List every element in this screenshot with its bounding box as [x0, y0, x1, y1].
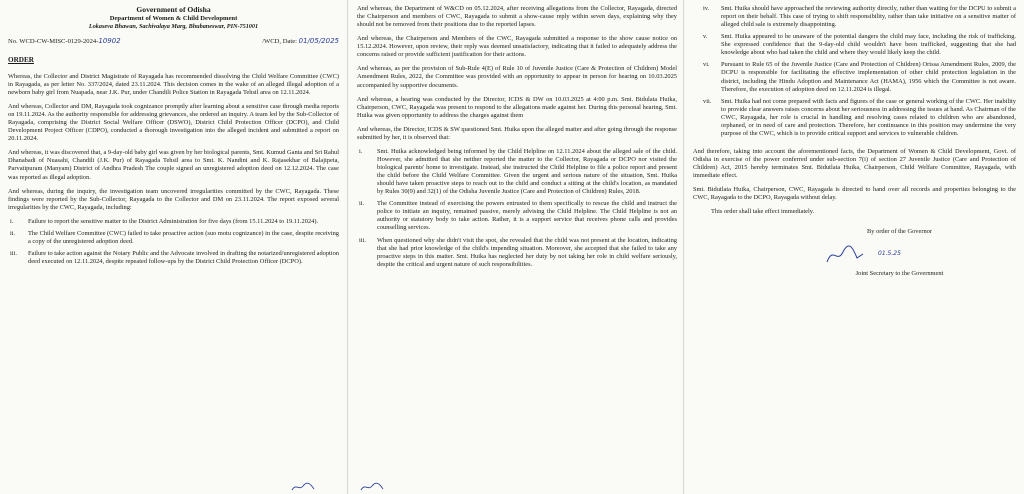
- list-item: v. Smt. Huika appeared to be unaware of the potential dangers the child may face, including the risk of trafficking. She expressed confidence that the 9-day-old child wouldn't have been trafficked, suggesting that she had knowledge about who had taken the child and where they would likely keep the child.: [703, 33, 1016, 57]
- paragraph: And whereas, Collector and DM, Rayagada took cognizance promptly after learning about a sensitive case through media reports on 19.11.2024. As the authority responsible for addressing grievances, she ordered an inquiry. A team led by the Sub-Collector of Rayagada, comprising the District Social Welfare Officer (DSWO), District Child Protection Officer (DCPO), and Child Development Project Officer (CDPO), conducted a thorough investigation into the alleged incident and submitted a report on 20.11.2024.: [8, 103, 339, 143]
- list-item: vii. Smt. Huika had not come prepared with facts and figures of the case or general working of the CWC. Her inability to provide clear answers raises concerns about her seriousness in addressing the issues at hand. As Chairman of the CWC, Rayagada, her role is crucial in handling and resolving cases related to children who are abandoned, orphaned, or in need of care and protection. Therefore, her continuance in this position may undermine the very purpose of the CWC, which is to provide critical support and services to vulnerable children.: [703, 97, 1016, 137]
- signature-date: 01.5.25: [878, 250, 901, 258]
- paragraph: And whereas, a hearing was conducted by the Director, ICDS & DW on 10.03.2025 at 4:00 p.m. Smt. Bidulata Huika, Chairperson, CWC, Rayagada was present to respond to the allegations made against her. During this personal hearing, Smt. Huika was given opportunity to address the charges against them: [357, 95, 677, 119]
- paragraph: And whereas, during the inquiry, the investigation team uncovered irregularities committed by the CWC, Rayagada. These findings were reported by the Sub-Collector, Rayagada to the Collector and DM on 23.11.2024. The report exposed several irregularities by the CWC, Rayagada, including:: [8, 187, 339, 211]
- page-2: [349, 0, 684, 494]
- list-item: ii. The Committee instead of exercising the powers entrusted to them specifically to rescue the child and instruct the police to initiate an inquiry, remained passive, merely advising the Child Helpline. The Child Helpline is not an authority or statutory body to take action. Rather, it is a support service that receives phone calls and provides counselling services.: [359, 200, 677, 232]
- paragraph: And therefore, taking into account the aforementioned facts, the Department of Women & Child Development, Govt. of Odisha in exercise of the power conferred under sub-section 7(i) of section 27 Juvenile Justice (Care and Protection of Children) Act, 2015 hereby terminates Smt. Bidutlata Huika, Chairperson, Child Welfare Committee, Rayagada, with immediate effect.: [693, 147, 1016, 180]
- government-name: Government of Odisha: [136, 5, 211, 14]
- list-item: i. Failure to report the sensitive matter to the District Administration for five days (from 15.11.2024 to 19.11.2024).: [10, 217, 319, 225]
- list-item: vi. Pursuant to Rule 65 of the Juvenile Justice (Care and Protection of Children) Orissa Amendment Rules, 2009, the DCPU is responsible for facilitating the effective implementation of other child protection legislation in the district, including the Hindu Adoption and Maintenance Act (HAMA), 1956 which the Committee is not aware. Therefore, the execution of adoption deed on 12.11.2024 is illegal.: [703, 61, 1016, 93]
- list-item: ii. The Child Welfare Committee (CWC) failed to take proactive action (suo motu cognizance) in the case, despite receiving a copy of the unregistered adoption deed.: [10, 229, 339, 245]
- reference-line: [8, 37, 339, 46]
- letterhead: [8, 5, 339, 31]
- initial-scribble: [290, 482, 316, 492]
- paragraph: And whereas, the Chairperson and Members of the CWC, Rayagada submitted a response to the show cause notice on 15.12.2024. However, upon review, their reply was deemed unsatisfactory, indicating that it failed to adequately address the concerns raised or provide sufficient justification for their actions.: [357, 35, 677, 59]
- signature-scribble: [823, 244, 883, 268]
- handwritten-date: 01/05/2025: [298, 37, 339, 46]
- letter-date: /WCD, Date: 01/05/2025: [262, 37, 339, 46]
- department-address: Lokaseva Bhawan, Sachivalaya Marg, Bhubaneswar, PIN-751001: [88, 23, 259, 31]
- paragraph: And whereas, the Department of W&CD on 05.12.2024, after receiving allegations from the Collector, Rayagada, directed the Chairperson and members of CWC, Rayagada to submit a show-cause reply within seven days, explaining why they should not be removed from their positions due to the reported lapses.: [357, 5, 677, 29]
- order-title: ORDER: [8, 55, 34, 64]
- irregularities-list: [8, 218, 339, 266]
- paragraph: Smt. Bidutlata Huika, Chairperson, CWC, Rayagada is directed to hand over all records and properties belonging to the CWC, Rayagada to the DCPO, Rayagada without delay.: [693, 186, 1016, 202]
- initial-scribble: [359, 482, 385, 492]
- list-item: iv. Smt. Huika should have approached the reviewing authority directly, rather than waiting for the DCPU to submit a report on their behalf. This case of trying to shift responsibility, rather than take initiative on a sensitive matter of alleged child sale is extremely disappointing.: [703, 5, 1016, 29]
- list-item: iii. Failure to take action against the Notary Public and the Advocate involved in drafting the notarized/unregistered adoption deed executed on 12.11.2024, despite repeated follow-ups by the District Child Protection Officer (DCPO).: [10, 249, 339, 266]
- letter-number: No. WCD-CW-MISC-0129-2024-10902: [8, 37, 121, 46]
- paragraph: This order shall take effect immediately.: [711, 208, 815, 216]
- handwritten-number: 10902: [98, 37, 121, 46]
- paragraph: And whereas, as per the provision of Sub-Rule 4(E) of Rule 10 of Juvenile Justice (Care & Protection of Children) Model Amendment Rules, 2022, the Committee was provided with an opportunity to appear in person for hearing on 10.03.2025 accompanied by supportive documents.: [357, 65, 677, 89]
- designation: Joint Secretary to the Government: [855, 270, 944, 278]
- list-item: i. Smt. Huika acknowledged being informed by the Child Helpline on 12.11.2024 about the alleged sale of the child. However, she admitted that she neither reported the matter to the Collector, Rayagada or DCPO nor visited the biological parents' home to investigate. Instead, she instructed the Child Helpline to file a police report and present the child before the Child Welfare Committee. Given the urgent and serious nature of the situation, Smt. Huika should have taken proactive steps to reach out to the child and conduct a sitting at the child's location, as mandated by Rules 30(9) and 32(1) of the Odisha Juvenile Justice (Care and Protection of Children) Rules, 2018.: [359, 147, 677, 196]
- page-1: [0, 0, 348, 494]
- observations-list-continued: [693, 5, 1016, 138]
- signature-block: [693, 244, 1016, 278]
- page-3: [685, 0, 1024, 494]
- paragraph: And whereas, it was discovered that, a 9-day-old baby girl was given by her biological parents, Smt. Kumud Ganta and Sri Rahul Dhanabadi of Nuasahi, Chandili (J.K. Pur) of Rayagada Tehsil area to Smt. K. Nandini and K. Rajasekhar of Balajipeta, Parvatipuram (Manyam) District of Andhra Pradesh The couple signed an unregistered adoption deed on 12.12.2024. The case was reported as illegal adoption.: [8, 149, 339, 181]
- list-item: iii. When questioned why she didn't visit the spot, she revealed that the child was not present at the location, indicating that she had prior knowledge of the child's impending situation. Moreover, she accepted that she failed to take any proactive steps in this matter. Smt. Huika has neglected her duty by not taking her role in child welfare seriously, despite the critical and urgent nature of such responsibilities.: [359, 236, 677, 268]
- observations-list: [357, 148, 677, 269]
- paragraph: Whereas, the Collector and District Magistrate of Rayagada has recommended dissolving the Child Welfare Committee (CWC) in Rayagada, as per letter No. 337/2024, dated 23.11.2024. This decision comes in the wake of an alleged illegal adoption of a newborn baby girl from Nuapada, near J.K. Pur, under Chandili Police Station in Rayagada Tehsil area on 12.11.2024.: [8, 72, 339, 96]
- by-order-line: By order of the Governor: [867, 228, 932, 236]
- paragraph: And whereas, the Director, ICDS & SW questioned Smt. Huika upon the alleged matter and after going through the response submitted by her, it is observed that:: [357, 125, 677, 141]
- department-name: Department of Women & Child Development: [109, 14, 238, 22]
